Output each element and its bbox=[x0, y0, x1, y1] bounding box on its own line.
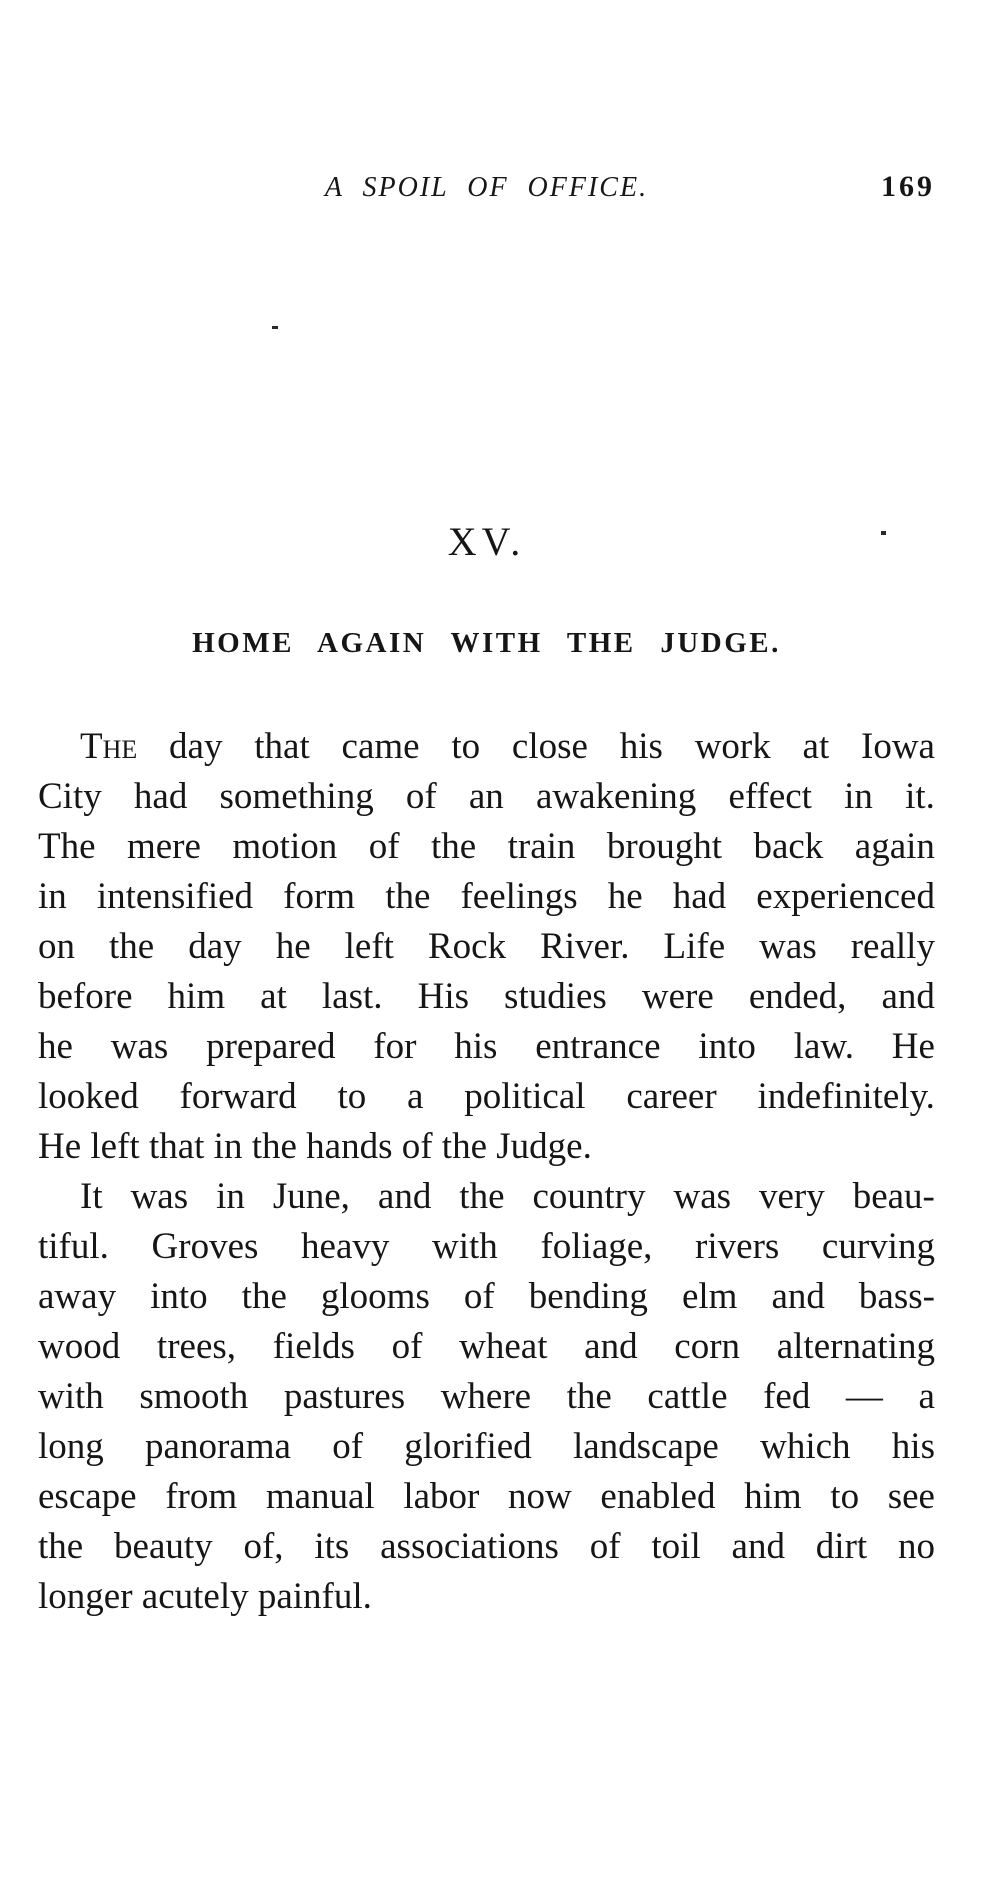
page-number: 169 bbox=[881, 170, 935, 203]
text-line: on the day he left Rock River. Life was really bbox=[38, 926, 935, 967]
body-text bbox=[38, 722, 935, 1622]
text-line: escape from manual labor now enabled him to see bbox=[38, 1476, 935, 1517]
chapter-number: XV. bbox=[447, 519, 526, 564]
text-line: with smooth pastures where the cattle fed — a bbox=[38, 1376, 935, 1417]
text-line: away into the glooms of bending elm and bass- bbox=[38, 1276, 935, 1317]
text-line: he was prepared for his entrance into law. He bbox=[38, 1026, 935, 1067]
text-line: City had something of an awakening effect in it. bbox=[38, 776, 935, 817]
text-line: in intensified form the feelings he had experienced bbox=[38, 876, 935, 917]
text-line: The day that came to close his work at Iowa bbox=[80, 726, 935, 767]
text-line: long panorama of glorified landscape which his bbox=[38, 1426, 935, 1467]
scan-speck bbox=[881, 531, 886, 535]
chapter-title: HOME AGAIN WITH THE JUDGE. bbox=[192, 627, 781, 659]
running-head-row bbox=[38, 172, 935, 208]
text-line: The mere motion of the train brought back again bbox=[38, 826, 935, 867]
text-line: before him at last. His studies were ended, and bbox=[38, 976, 935, 1017]
text-line: He left that in the hands of the Judge. bbox=[38, 1126, 592, 1167]
text-line: wood trees, fields of wheat and corn alternating bbox=[38, 1326, 935, 1367]
text-line: It was in June, and the country was very beau- bbox=[80, 1176, 935, 1217]
scan-speck bbox=[272, 326, 278, 329]
text-line: the beauty of, its associations of toil and dirt no bbox=[38, 1526, 935, 1567]
text-line: looked forward to a political career indefinitely. bbox=[38, 1076, 935, 1117]
text-line: longer acutely painful. bbox=[38, 1576, 372, 1617]
running-head-title: A SPOIL OF OFFICE. bbox=[324, 172, 649, 203]
text-line: tiful. Groves heavy with foliage, rivers curving bbox=[38, 1226, 935, 1267]
